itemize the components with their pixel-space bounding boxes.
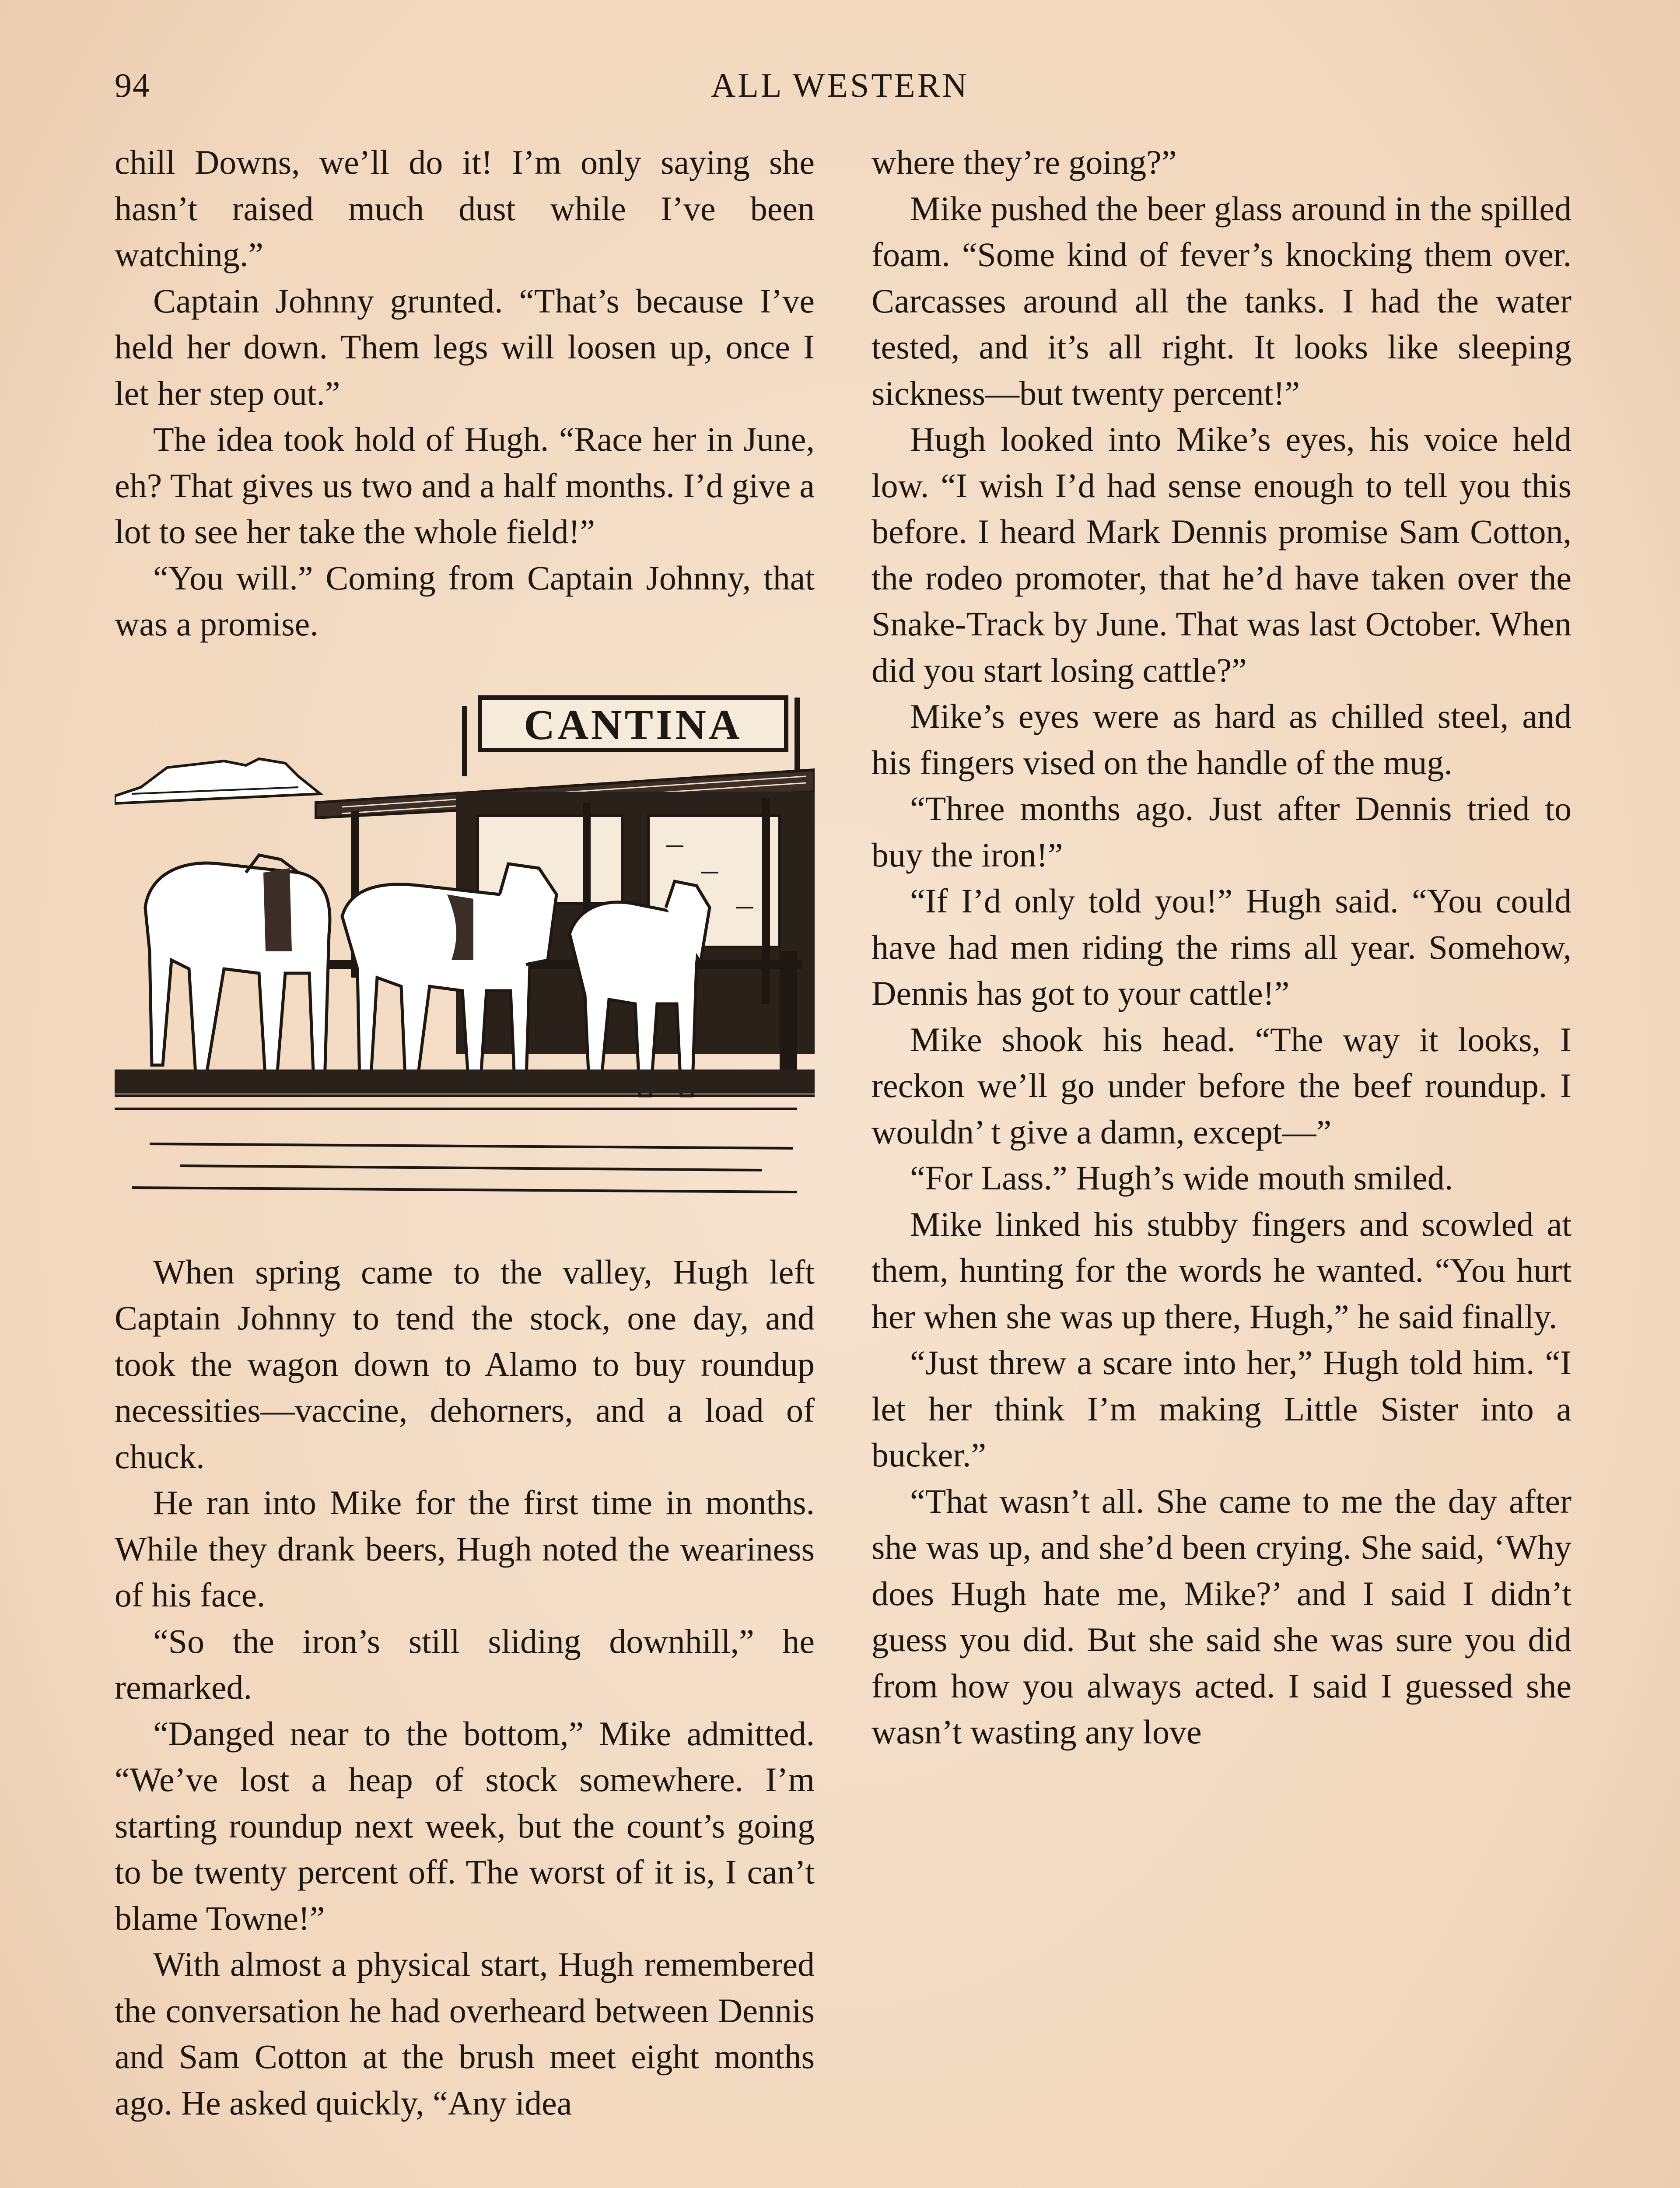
running-head-title: ALL WESTERN <box>710 66 970 104</box>
paragraph: Hugh looked into Mike’s eyes, his voice held low. “I wish I’d had sense enough to tell you this before. I heard Mark Dennis promise Sam Cotton, the rodeo promoter, that he’d have taken over the Snake-Track by June. That was last October. When did you start losing cattle?” <box>872 420 1572 689</box>
paragraph: “So the iron’s still sliding downhill,” he remarked. <box>115 1622 815 1706</box>
paragraph: “You will.” Coming from Captain Johnny, that was a promise. <box>115 558 815 643</box>
page-header <box>0 66 1680 109</box>
paragraph: “If I’d only told you!” Hugh said. “You could have had men riding the rims all year. Somehow, Dennis has got to your cattle!” <box>872 882 1572 1012</box>
paragraph: Captain Johnny grunted. “That’s because I’ve held her down. Them legs will loosen up, once I let her step out.” <box>115 281 815 412</box>
paragraph: “Three months ago. Just after Dennis tried to buy the iron!” <box>872 789 1572 874</box>
paragraph: where they’re going?” <box>872 143 1177 181</box>
paragraph: Mike pushed the beer glass around in the spilled foam. “Some kind of fever’s knocking them over. Carcasses around all the tanks. I had the water tested, and it’s all right. It looks like sleeping sickness—but twenty percent!” <box>872 189 1572 412</box>
paragraph: “Danged near to the bottom,” Mike admitted. “We’ve lost a heap of stock somewhere. I’m starting roundup next week, but the count’s going to be twenty percent off. The worst of it is, I can’t blame Towne!” <box>115 1714 815 1937</box>
paragraph: He ran into Mike for the first time in months. While they drank beers, Hugh noted the weariness of his face. <box>115 1483 815 1614</box>
page-number: 94 <box>115 66 150 104</box>
paragraph: With almost a physical start, Hugh remembered the conversation he had overheard between Dennis and Sam Cotton at the brush meet eight months ago. He asked quickly, “Any idea <box>115 1945 815 2122</box>
left-column <box>115 139 815 2126</box>
paragraph: The idea took hold of Hugh. “Race her in June, eh? That gives us two and a half months. I’d give a lot to see her take the whole field!” <box>115 420 815 551</box>
paragraph: Mike linked his stubby fingers and scowled at them, hunting for the words he wanted. “You hurt her when she was up there, Hugh,” he said finally. <box>872 1205 1572 1336</box>
paragraph: Mike’s eyes were as hard as chilled steel, and his fingers vised on the handle of the mug. <box>872 697 1572 782</box>
paragraph: When spring came to the valley, Hugh left Captain Johnny to tend the stock, one day, and took the wagon down to Alamo to buy roundup necessities—vaccine, dehorners, and a load of chuck. <box>115 1252 815 1476</box>
cantina-illustration <box>115 689 815 1207</box>
paragraph: “That wasn’t all. She came to me the day after she was up, and she’d been crying. She said, ‘Why does Hugh hate me, Mike?’ and I said I didn’t guess you did. But she said she was sure you did from how you always acted. I said I guessed she wasn’t wasting any love <box>872 1482 1572 1751</box>
paragraph: chill Downs, we’ll do it! I’m only saying she hasn’t raised much dust while I’ve been watching.” <box>115 143 815 274</box>
paragraph: “Just threw a scare into her,” Hugh told him. “I let her think I’m making Little Sister into a bucker.” <box>872 1343 1572 1474</box>
paragraph: “For Lass.” Hugh’s wide mouth smiled. <box>910 1159 1453 1197</box>
right-column <box>872 139 1572 1755</box>
paragraph: Mike shook his head. “The way it looks, I reckon we’ll go under before the beef roundup. I wouldn’ t give a damn, except—” <box>872 1020 1572 1151</box>
cantina-sign: CANTINA <box>524 701 742 749</box>
